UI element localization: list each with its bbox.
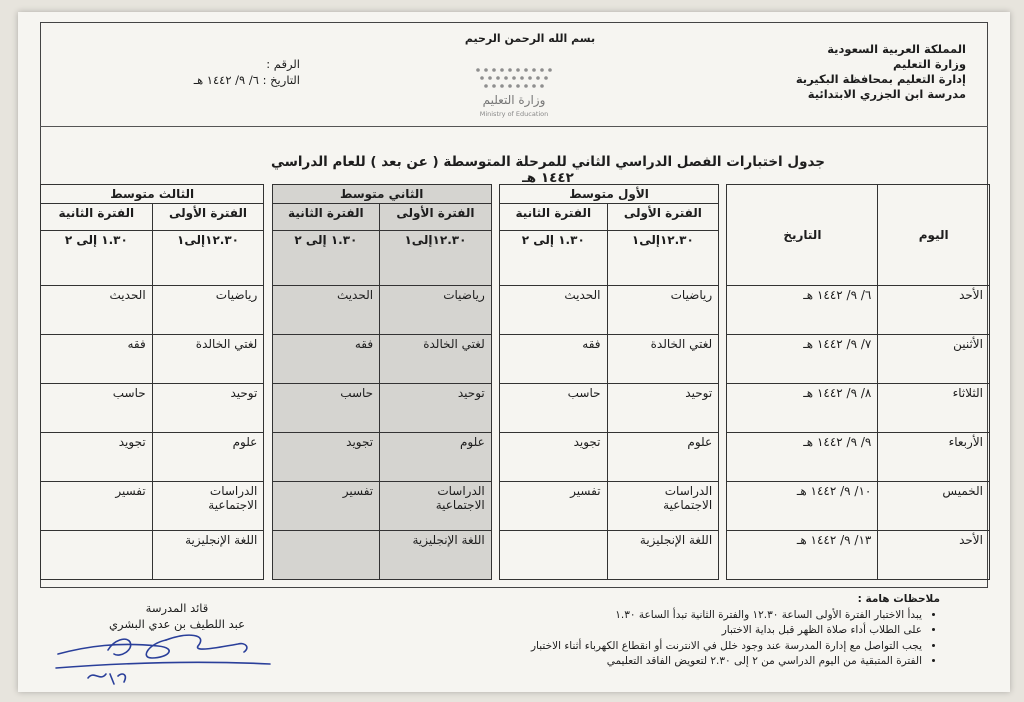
day-cell: الخميس bbox=[878, 482, 990, 531]
subject-p1: توحيد bbox=[380, 384, 492, 433]
letterhead-left bbox=[150, 56, 300, 88]
period-1-label: الفترة الأولى bbox=[607, 204, 719, 231]
subject-p2 bbox=[41, 531, 153, 580]
letterhead-right bbox=[796, 42, 966, 102]
schedule-title: جدول اختبارات الفصل الدراسي الثاني للمرحلة المتوسطة ( عن بعد ) للعام الدراسي ١٤٤٢ هـ bbox=[270, 154, 826, 186]
table-row bbox=[41, 286, 990, 335]
period-2-label: الفترة الثانية bbox=[272, 204, 380, 231]
table-row bbox=[41, 433, 990, 482]
period-2-label: الفترة الثانية bbox=[500, 204, 608, 231]
admin-line: إدارة التعليم بمحافظة البكيرية bbox=[795, 72, 966, 86]
date-cell: ٨/ ٩/ ١٤٤٢ هـ bbox=[727, 384, 878, 433]
period-2-time: ١.٣٠ إلى ٢ bbox=[41, 231, 153, 286]
period-1-time: ١٢.٣٠إلى١ bbox=[380, 231, 492, 286]
subject-p2: الحديث bbox=[272, 286, 380, 335]
ministry-line: وزارة التعليم bbox=[893, 57, 966, 71]
subject-p1: لغتي الخالدة bbox=[152, 335, 264, 384]
ref-label: الرقم : bbox=[266, 57, 300, 71]
subject-p1: الدراسات الاجتماعية bbox=[380, 482, 492, 531]
subject-p1: اللغة الإنجليزية bbox=[380, 531, 492, 580]
subject-p1: لغتي الخالدة bbox=[607, 335, 719, 384]
subject-p2: حاسب bbox=[272, 384, 380, 433]
period-1-label: الفترة الأولى bbox=[380, 204, 492, 231]
principal-title: قائد المدرسة bbox=[145, 601, 209, 615]
logo-arabic-text: وزارة التعليم bbox=[482, 93, 546, 107]
date-cell: ٩/ ٩/ ١٤٤٢ هـ bbox=[727, 433, 878, 482]
subject-p2: حاسب bbox=[500, 384, 608, 433]
subject-p1: توحيد bbox=[607, 384, 719, 433]
date-line: التاريخ : ٦/ ٩/ ١٤٤٢ هـ bbox=[193, 73, 300, 87]
day-cell: الأربعاء bbox=[878, 433, 990, 482]
table-row bbox=[41, 482, 990, 531]
date-cell: ١٠/ ٩/ ١٤٤٢ هـ bbox=[727, 482, 878, 531]
group-1-header: الأول متوسط bbox=[500, 185, 719, 204]
subject-p2: فقه bbox=[41, 335, 153, 384]
group-2-header: الثاني متوسط bbox=[272, 185, 491, 204]
subject-p1: الدراسات الاجتماعية bbox=[152, 482, 264, 531]
signature-icon bbox=[48, 624, 278, 694]
principal-name: عبد اللطيف بن عدي البشري bbox=[109, 617, 245, 631]
subject-p2 bbox=[500, 531, 608, 580]
note-item: • يجب التواصل مع إدارة المدرسة عند وجود خلل في الانترنت أو انقطاع الكهرباء أثناء الاختبار bbox=[531, 639, 922, 655]
notes-section bbox=[531, 592, 940, 670]
day-cell: الأثنين bbox=[878, 335, 990, 384]
note-item: • يبدأ الاختبار الفترة الأولى الساعة ١٢.٣٠ والفترة الثانية تبدأ الساعة ١.٣٠ bbox=[531, 608, 922, 624]
table-row bbox=[41, 531, 990, 580]
subject-p1: الدراسات الاجتماعية bbox=[607, 482, 719, 531]
table-row bbox=[41, 384, 990, 433]
day-header: اليوم bbox=[878, 185, 990, 286]
subject-p2: تفسير bbox=[500, 482, 608, 531]
subject-p1: رياضيات bbox=[380, 286, 492, 335]
subject-p2: حاسب bbox=[41, 384, 153, 433]
period-2-time: ١.٣٠ إلى ٢ bbox=[500, 231, 608, 286]
subject-p2: الحديث bbox=[41, 286, 153, 335]
day-cell: الثلاثاء bbox=[878, 384, 990, 433]
subject-p1: رياضيات bbox=[607, 286, 719, 335]
subject-p1: علوم bbox=[152, 433, 264, 482]
school-line: مدرسة ابن الجزري الابتدائية bbox=[807, 87, 966, 101]
subject-p2 bbox=[272, 531, 380, 580]
subject-p1: رياضيات bbox=[152, 286, 264, 335]
period-1-time: ١٢.٣٠إلى١ bbox=[607, 231, 719, 286]
column-gap bbox=[491, 185, 499, 580]
subject-p2: تجويد bbox=[500, 433, 608, 482]
date-cell: ٧/ ٩/ ١٤٤٢ هـ bbox=[727, 335, 878, 384]
period-2-time: ١.٣٠ إلى ٢ bbox=[272, 231, 380, 286]
ministry-logo-icon bbox=[418, 60, 618, 120]
group-header-row bbox=[41, 185, 990, 204]
subject-p1: علوم bbox=[607, 433, 719, 482]
date-header: التاريخ bbox=[727, 185, 878, 286]
date-cell: ١٣/ ٩/ ١٤٤٢ هـ bbox=[727, 531, 878, 580]
period-2-label: الفترة الثانية bbox=[41, 204, 153, 231]
subject-p1: توحيد bbox=[152, 384, 264, 433]
exam-schedule-table bbox=[40, 184, 990, 580]
note-item: • على الطلاب أداء صلاة الظهر قبل بداية الاختبار bbox=[531, 623, 922, 639]
date-cell: ٦/ ٩/ ١٤٤٢ هـ bbox=[727, 286, 878, 335]
subject-p2: تفسير bbox=[272, 482, 380, 531]
column-gap bbox=[264, 185, 272, 580]
subject-p2: فقه bbox=[500, 335, 608, 384]
basmala: بسم الله الرحمن الرحيم bbox=[464, 32, 596, 45]
note-item: • الفترة المتبقية من اليوم الدراسي من ٢ إلى ٢.٣٠ لتعويض الفاقد التعليمي bbox=[531, 654, 922, 670]
document-page bbox=[18, 12, 1010, 692]
subject-p2: الحديث bbox=[500, 286, 608, 335]
kingdom-line: المملكة العربية السعودية bbox=[827, 42, 966, 56]
subject-p2: فقه bbox=[272, 335, 380, 384]
subject-p1: اللغة الإنجليزية bbox=[152, 531, 264, 580]
subject-p2: تجويد bbox=[41, 433, 153, 482]
logo-english-text: Ministry of Education bbox=[479, 110, 549, 118]
subject-p1: علوم bbox=[380, 433, 492, 482]
group-3-header: الثالث متوسط bbox=[41, 185, 264, 204]
day-cell: الأحد bbox=[878, 286, 990, 335]
period-1-label: الفترة الأولى bbox=[152, 204, 264, 231]
header-divider bbox=[40, 126, 988, 127]
subject-p2: تفسير bbox=[41, 482, 153, 531]
notes-title: ملاحظات هامة : bbox=[857, 593, 940, 605]
table-row bbox=[41, 335, 990, 384]
period-1-time: ١٢.٣٠إلى١ bbox=[152, 231, 264, 286]
subject-p1: اللغة الإنجليزية bbox=[607, 531, 719, 580]
column-gap bbox=[719, 185, 727, 580]
day-cell: الأحد bbox=[878, 531, 990, 580]
subject-p1: لغتي الخالدة bbox=[380, 335, 492, 384]
subject-p2: تجويد bbox=[272, 433, 380, 482]
